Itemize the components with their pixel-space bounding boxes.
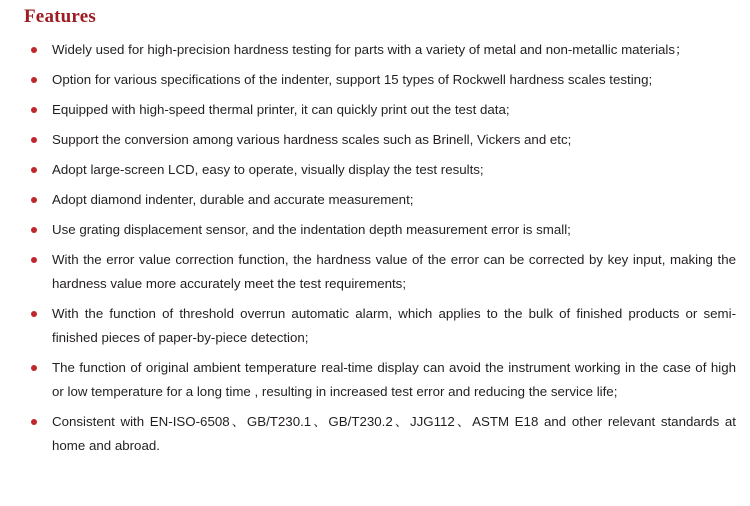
list-item-label: With the function of threshold overrun automatic alarm, which applies to the bulk of finished products or semi-finished pieces of paper-by-piece detection; [52,306,736,345]
page-title: Features [24,6,96,27]
list-item [22,410,736,458]
list-item [22,356,736,404]
list-item [22,38,736,62]
bullet-icon [31,197,37,203]
bullet-icon [31,107,37,113]
list-item [22,98,736,122]
list-item-label: Consistent with EN-ISO-6508、GB/T230.1、GB/T230.2、JJG112、ASTM E18 and other relevant standards at home and abroad. [52,414,736,453]
list-item-label: Widely used for high-precision hardness testing for parts with a variety of metal and non-metallic materials； [52,42,689,57]
bullet-icon [31,77,37,83]
bullet-icon [31,257,37,263]
list-item [22,158,736,182]
bullet-icon [31,227,37,233]
list-item-label: Use grating displacement sensor, and the indentation depth measurement error is small; [52,222,571,237]
bullet-icon [31,47,37,53]
bullet-icon [31,167,37,173]
bullet-icon [31,137,37,143]
list-item-label: With the error value correction function, the hardness value of the error can be corrected by key input, making the hardness value more accurately meet the test requirements; [52,252,736,291]
list-item-label: Equipped with high-speed thermal printer, it can quickly print out the test data; [52,102,510,117]
list-item [22,128,736,152]
list-item-label: The function of original ambient temperature real-time display can avoid the instrument working in the case of high or low temperature for a long time , resulting in increased test error and reducing the service life; [52,360,736,399]
list-item-label: Option for various specifications of the indenter, support 15 types of Rockwell hardness scales testing; [52,72,653,87]
features-list [22,38,736,458]
bullet-icon [31,419,37,425]
list-item-label: Adopt large-screen LCD, easy to operate, visually display the test results; [52,162,484,177]
bullet-icon [31,311,37,317]
list-item [22,68,736,92]
list-item [22,218,736,242]
list-item [22,248,736,296]
list-item [22,302,736,350]
bullet-icon [31,365,37,371]
list-item-label: Adopt diamond indenter, durable and accurate measurement; [52,192,414,207]
list-item-label: Support the conversion among various hardness scales such as Brinell, Vickers and etc; [52,132,572,147]
list-item [22,188,736,212]
